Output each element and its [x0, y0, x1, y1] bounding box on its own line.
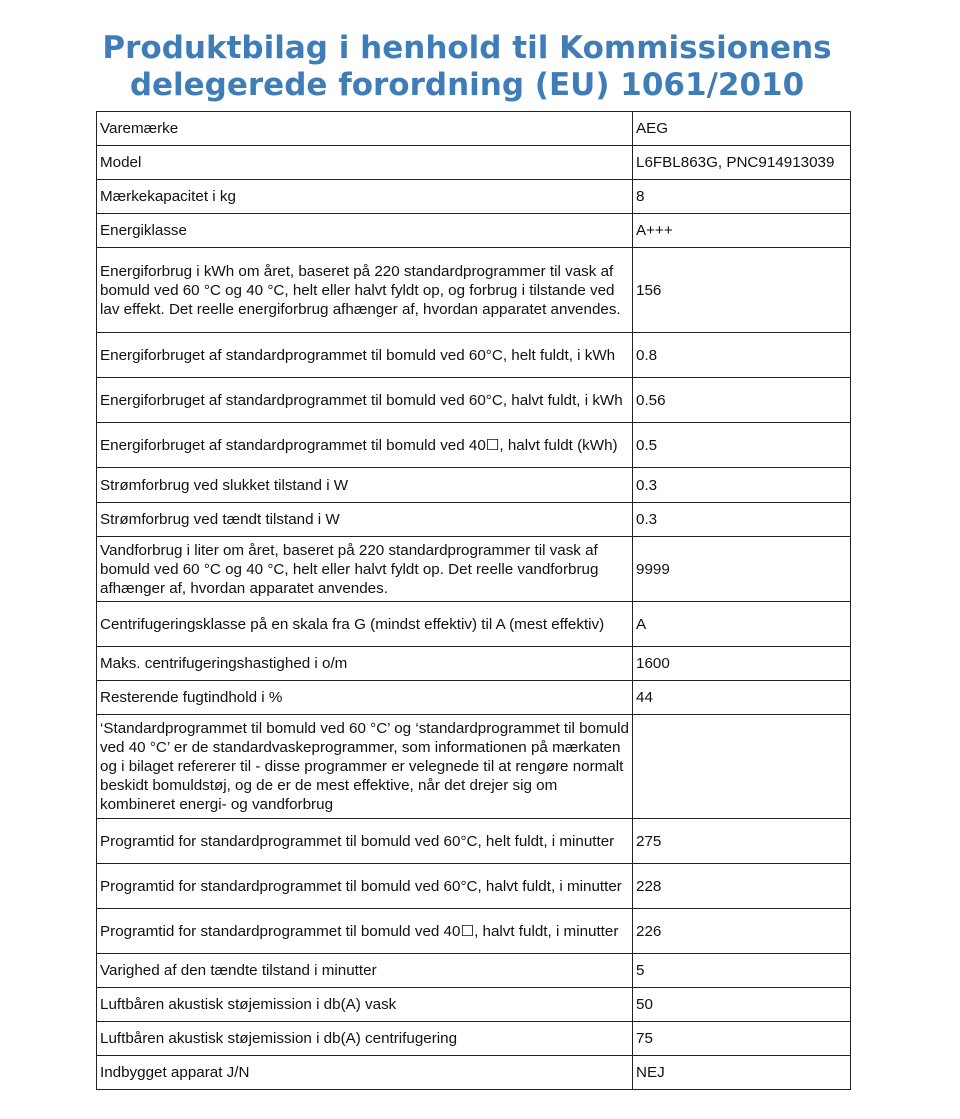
row-label: Model — [97, 146, 633, 180]
row-value: 156 — [633, 248, 851, 333]
table-row — [97, 537, 851, 602]
table-row — [97, 112, 851, 146]
table-row — [97, 214, 851, 248]
row-label: Energiforbrug i kWh om året, baseret på 220 standardprogrammer til vask af bomuld ved 60 °C og 40 °C, helt eller halvt fyldt op, og forbrug i tilstande ved lav effekt. Det reelle energiforbrug afhænger af, hvordan apparatet anvendes. — [97, 248, 633, 333]
row-label: Programtid for standardprogrammet til bomuld ved 40☐, halvt fuldt, i minutter — [97, 909, 633, 954]
row-value: 0.5 — [633, 423, 851, 468]
table-row — [97, 909, 851, 954]
row-value: 228 — [633, 864, 851, 909]
table-row — [97, 954, 851, 988]
table-row — [97, 1022, 851, 1056]
row-value: AEG — [633, 112, 851, 146]
row-label: Strømforbrug ved tændt tilstand i W — [97, 503, 633, 537]
row-value: 0.56 — [633, 378, 851, 423]
row-label: Indbygget apparat J/N — [97, 1056, 633, 1090]
title-line-2: delegerede forordning (EU) 1061/2010 — [129, 67, 805, 103]
row-label: Energiforbruget af standardprogrammet til bomuld ved 60°C, helt fuldt, i kWh — [97, 333, 633, 378]
table-row — [97, 146, 851, 180]
table-row — [97, 681, 851, 715]
row-value: 50 — [633, 988, 851, 1022]
row-value: 9999 — [633, 537, 851, 602]
row-value: 8 — [633, 180, 851, 214]
row-label: Programtid for standardprogrammet til bomuld ved 60°C, helt fuldt, i minutter — [97, 819, 633, 864]
table-row — [97, 378, 851, 423]
table-row — [97, 503, 851, 537]
table-row — [97, 988, 851, 1022]
row-value: L6FBL863G, PNC914913039 — [633, 146, 851, 180]
row-value: 0.8 — [633, 333, 851, 378]
row-value: 1600 — [633, 647, 851, 681]
row-value — [633, 715, 851, 819]
row-label: Strømforbrug ved slukket tilstand i W — [97, 468, 633, 503]
table-row — [97, 1056, 851, 1090]
product-fiche-body — [97, 112, 851, 1090]
table-row — [97, 602, 851, 647]
row-value: 75 — [633, 1022, 851, 1056]
table-row — [97, 333, 851, 378]
table-row — [97, 248, 851, 333]
row-value: 44 — [633, 681, 851, 715]
row-label: Varighed af den tændte tilstand i minutter — [97, 954, 633, 988]
title-line-1: Produktbilag i henhold til Kommissionens — [102, 30, 832, 66]
row-value: 0.3 — [633, 468, 851, 503]
row-label: Energiklasse — [97, 214, 633, 248]
row-label: Luftbåren akustisk støjemission i db(A) vask — [97, 988, 633, 1022]
row-label: Mærkekapacitet i kg — [97, 180, 633, 214]
row-value: NEJ — [633, 1056, 851, 1090]
row-value: 0.3 — [633, 503, 851, 537]
row-label: Energiforbruget af standardprogrammet til bomuld ved 60°C, halvt fuldt, i kWh — [97, 378, 633, 423]
row-value: A+++ — [633, 214, 851, 248]
row-label: Energiforbruget af standardprogrammet til bomuld ved 40☐, halvt fuldt (kWh) — [97, 423, 633, 468]
row-label: ‘Standardprogrammet til bomuld ved 60 °C’ og ‘standardprogrammet til bomuld ved 40 °C’ er de standardvaskeprogrammer, som informationen på mærkaten og i bilaget refererer til - disse programmer er velegnede til at rengøre normalt beskidt bomuldstøj, og de er de mest effektive, når det drejer sig om kombineret energi- og vandforbrug — [97, 715, 633, 819]
table-row — [97, 715, 851, 819]
table-row — [97, 864, 851, 909]
row-label: Centrifugeringsklasse på en skala fra G (mindst effektiv) til A (mest effektiv) — [97, 602, 633, 647]
row-label: Luftbåren akustisk støjemission i db(A) centrifugering — [97, 1022, 633, 1056]
row-label: Resterende fugtindhold i % — [97, 681, 633, 715]
row-label: Varemærke — [97, 112, 633, 146]
page-title — [0, 30, 934, 104]
row-value: 275 — [633, 819, 851, 864]
row-label: Maks. centrifugeringshastighed i o/m — [97, 647, 633, 681]
row-label: Vandforbrug i liter om året, baseret på 220 standardprogrammer til vask af bomuld ved 60 °C og 40 °C, helt eller halvt fyldt op. Det reelle vandforbrug afhænger af, hvordan apparatet anvendes. — [97, 537, 633, 602]
row-value: A — [633, 602, 851, 647]
table-row — [97, 468, 851, 503]
row-value: 5 — [633, 954, 851, 988]
row-value: 226 — [633, 909, 851, 954]
table-row — [97, 180, 851, 214]
table-row — [97, 647, 851, 681]
row-label: Programtid for standardprogrammet til bomuld ved 60°C, halvt fuldt, i minutter — [97, 864, 633, 909]
table-row — [97, 819, 851, 864]
product-fiche-table — [96, 111, 851, 1090]
table-row — [97, 423, 851, 468]
